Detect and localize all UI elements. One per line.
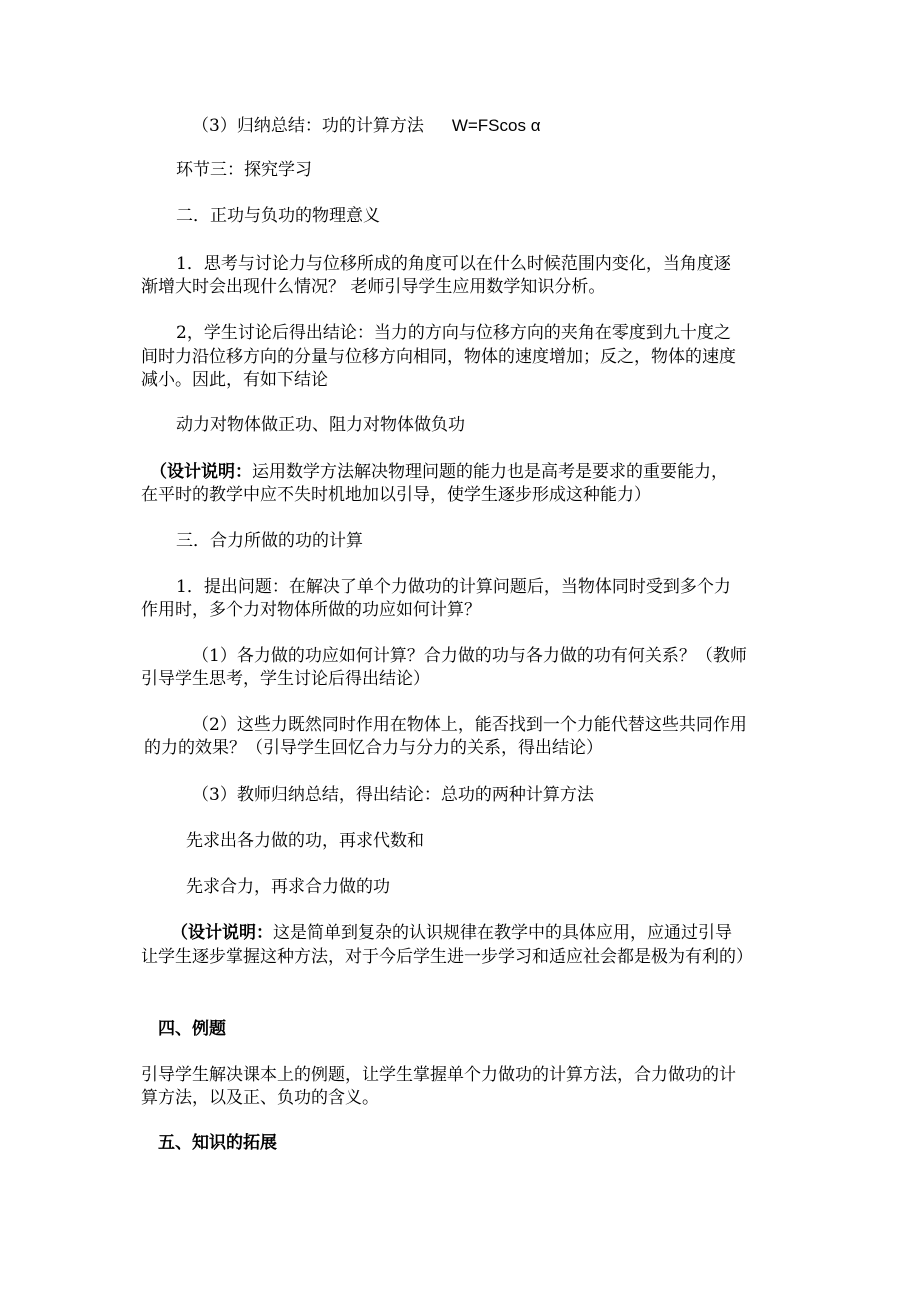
question-1-line-1: 1．提出问题：在解决了单个力做功的计算问题后，当物体同时受到多个力 (176, 577, 731, 597)
design-note-1-line-1 (150, 461, 728, 483)
design-note-1-line-2: 在平时的教学中应不失时机地加以引导，使学生逐步形成这种能力） (141, 485, 651, 505)
paragraph-1-line-2: 渐增大时会出现什么情况？ 老师引导学生应用数学知识分析。 (141, 277, 606, 297)
design-note-2-text: 这是简单到复杂的认识规律在教学中的具体应用，应通过引导 (273, 923, 732, 943)
section4-line-2: 算方法，以及正、负功的含义。 (141, 1088, 379, 1108)
work-formula: W=FScos α (451, 116, 541, 135)
method-2: 先求合力，再求合力做的功 (186, 877, 390, 897)
question-1c: （3）教师归纳总结，得出结论：总功的两种计算方法 (192, 785, 594, 805)
design-note-1-label: （设计说明： (150, 462, 252, 482)
paragraph-2-line-1: 2，学生讨论后得出结论：当力的方向与位移方向的夹角在零度到九十度之 (176, 323, 731, 343)
section4-line-1: 引导学生解决课本上的例题，让学生掌握单个力做功的计算方法，合力做功的计 (141, 1065, 736, 1085)
section3-title: 三．合力所做的功的计算 (176, 531, 363, 551)
paragraph-2-line-3: 减小。因此，有如下结论 (141, 370, 328, 390)
question-1b-line-1: （2）这些力既然同时作用在物体上，能否找到一个力能代替这些共同作用 (192, 715, 747, 735)
question-1b-line-2: 的力的效果？（引导学生回忆合力与分力的关系，得出结论） (144, 738, 603, 758)
method-1: 先求出各力做的功，再求代数和 (186, 831, 424, 851)
conclusion-positive-negative-work: 动力对物体做正功、阻力对物体做负功 (176, 415, 465, 435)
question-1-line-2: 作用时，多个力对物体所做的功应如何计算？ (141, 600, 481, 620)
question-1a-line-1: （1）各力做的功应如何计算？合力做的功与各力做的功有何关系？（教师 (192, 646, 747, 666)
stage3-title: 环节三：探究学习 (176, 160, 312, 180)
design-note-2-label: （设计说明： (171, 923, 273, 943)
summary-label: （3）归纳总结：功的计算方法 (192, 116, 424, 136)
design-note-2-line-1 (171, 922, 732, 944)
paragraph-2-line-2: 间时力沿位移方向的分量与位移方向相同，物体的速度增加；反之，物体的速度 (141, 347, 736, 367)
section2-title: 二．正功与负功的物理意义 (176, 206, 380, 226)
design-note-1-text: 运用数学方法解决物理问题的能力也是高考是要求的重要能力， (252, 462, 728, 482)
section4-title: 四、例题 (158, 1019, 226, 1039)
paragraph-1-line-1: 1．思考与讨论力与位移所成的角度可以在什么时候范围内变化，当角度逐 (176, 254, 731, 274)
section5-title: 五、知识的拓展 (158, 1133, 277, 1153)
work-formula-summary (192, 115, 541, 137)
question-1a-line-2: 引导学生思考，学生讨论后得出结论） (141, 669, 430, 689)
design-note-2-line-2: 让学生逐步掌握这种方法，对于今后学生进一步学习和适应社会都是极为有利的） (141, 947, 753, 967)
